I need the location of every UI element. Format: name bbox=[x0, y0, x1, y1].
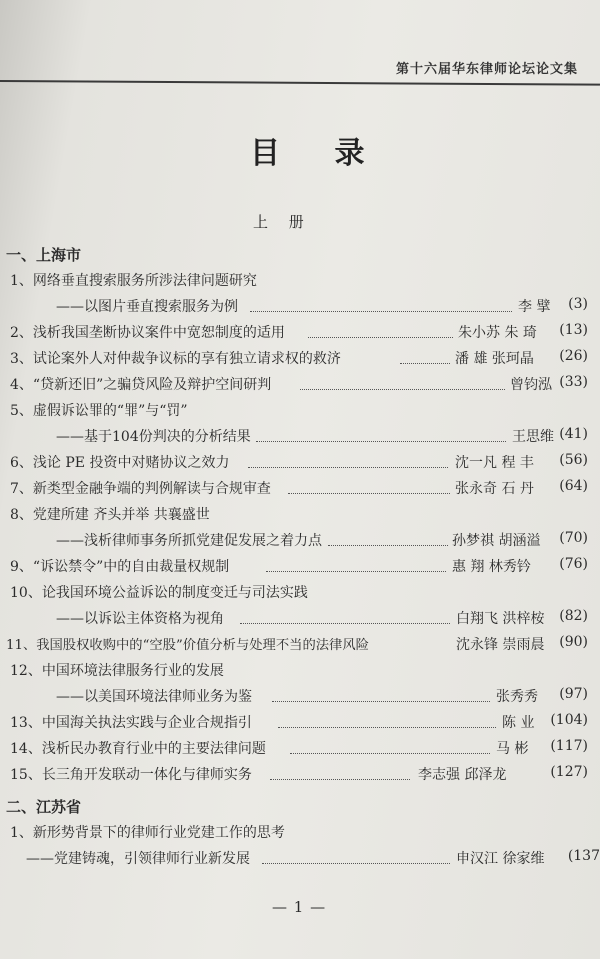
toc-entry: 7、新类型金融争端的判例解读与合规审查 张永奇 石 丹 (64) bbox=[10, 478, 588, 497]
toc-entry: 11、我国股权收购中的“空股”价值分析与处理不当的法律风险 沈永锋 崇雨晨 (90) bbox=[6, 634, 588, 653]
toc-entry: ——党建铸魂，引领律师行业新发展 申汉江 徐家维 (137 bbox=[26, 848, 600, 867]
header-rule bbox=[0, 80, 600, 86]
section-heading: 一、上海市 bbox=[6, 246, 82, 264]
section-heading: 二、江苏省 bbox=[6, 798, 82, 816]
toc-entry: 4、“贷新还旧”之骗贷风险及辩护空间研判 曾钧泓 (33) bbox=[10, 374, 588, 393]
toc-entry: 9、“诉讼禁令”中的自由裁量权规制 惠 翔 林秀钤 (76) bbox=[10, 556, 588, 575]
toc-entry: 6、浅论 PE 投资中对赌协议之效力 沈一凡 程 丰 (56) bbox=[10, 452, 588, 471]
toc-entry: 14、浅析民办教育行业中的主要法律问题 马 彬 (117) bbox=[10, 738, 588, 757]
toc-entry: ——以美国环境法律师业务为鉴 张秀秀 (97) bbox=[56, 686, 588, 705]
toc-entry: 13、中国海关执法实践与企业合规指引 陈 业 (104) bbox=[10, 712, 588, 731]
running-header: 第十六届华东律师论坛论文集 bbox=[395, 62, 578, 77]
toc-entry: 12、中国环境法律服务行业的发展 bbox=[10, 663, 224, 679]
toc-entry: 15、长三角开发联动一体化与律师实务 李志强 邱泽龙 (127) bbox=[10, 764, 588, 783]
volume-label: 上 册 bbox=[253, 213, 312, 231]
toc-entry: 5、虚假诉讼罪的“罪”与“罚” bbox=[10, 403, 188, 419]
page-title: 目 录 bbox=[250, 136, 387, 171]
toc-entry: 1、网络垂直搜索服务所涉法律问题研究 bbox=[10, 273, 257, 289]
toc-entry: ——浅析律师事务所抓党建促发展之着力点 孙梦祺 胡涵溢 (70) bbox=[56, 530, 588, 549]
toc-entry: 2、浅析我国垄断协议案件中宽恕制度的适用 朱小苏 朱 琦 (13) bbox=[10, 322, 588, 341]
toc-entry: ——以图片垂直搜索服务为例 李 擘 (3) bbox=[56, 296, 588, 315]
toc-entry: 10、论我国环境公益诉讼的制度变迁与司法实践 bbox=[10, 585, 308, 601]
toc-entry: 3、试论案外人对仲裁争议标的享有独立请求权的救济 潘 雄 张珂晶 (26) bbox=[10, 348, 588, 367]
toc-entry: 1、新形势背景下的律师行业党建工作的思考 bbox=[10, 825, 285, 841]
toc-entry: 8、党建所建 齐头并举 共襄盛世 bbox=[10, 507, 210, 523]
page-number: — 1 — bbox=[272, 898, 327, 916]
toc-entry: ——以诉讼主体资格为视角 白翔飞 洪梓桉 (82) bbox=[56, 608, 588, 627]
toc-entry: ——基于104份判决的分析结果 王思维 (41) bbox=[56, 426, 588, 445]
